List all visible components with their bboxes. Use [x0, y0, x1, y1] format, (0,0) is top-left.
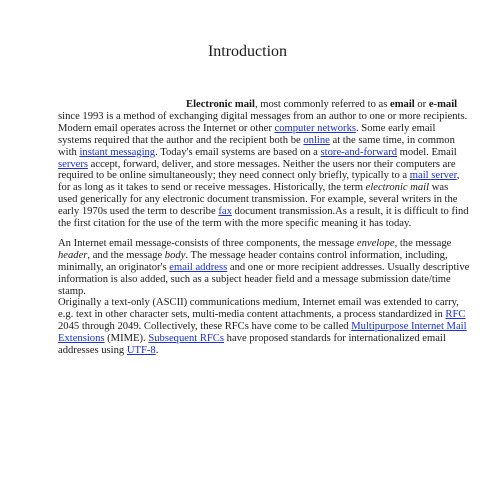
bold-term-e-mail: e-mail: [428, 99, 458, 110]
italic-term-envelope: envelope: [356, 238, 395, 249]
text-run: . Some early email systems required that the author and the recipient both be: [58, 122, 436, 146]
text-run: was used generically for any electronic document transmission. For example, several writers in the early 1970s used the term to describe: [58, 182, 458, 218]
text-run: , most commonly referred to as: [254, 99, 390, 110]
link-store-and-forward[interactable]: store-and-forward: [320, 146, 398, 158]
text-run: .: [155, 344, 159, 356]
text-run: . The message header contains control information, including, minimally, an originator's: [58, 249, 448, 273]
bold-term-email: email: [390, 99, 415, 110]
link-fax[interactable]: fax: [218, 206, 232, 218]
text-run: since 1993 is a method of exchanging digital messages from an author to one or more recipients. Modern email operates across the Internet or other: [58, 110, 468, 134]
text-run: . Today's email systems are based on a: [155, 146, 321, 158]
link-online[interactable]: online: [303, 134, 330, 146]
text-run: Originally a text-only (ASCII) communications medium, Internet email was extended to carry, e.g. text in other character sets, multi-media content attachments, a process standardized in: [58, 297, 459, 320]
text-run: , for as long as it takes to send or receive messages. Historically, the term: [58, 170, 460, 194]
text-run: , and the message: [87, 249, 165, 261]
text-run: , the message: [394, 238, 452, 249]
paragraph-message-components: [58, 238, 470, 298]
text-run: An Internet email message-consists of three components, the message: [58, 238, 357, 249]
text-run: have proposed standards for internationalized email addresses using: [58, 332, 446, 356]
text-run: or: [414, 99, 429, 110]
italic-term-electronic-mail: electronic mail: [365, 182, 430, 194]
link-subsequent-rfcs[interactable]: Subsequent RFCs: [148, 332, 224, 344]
link-email-address[interactable]: email address: [169, 261, 228, 273]
text-run: document transmission.As a result, it is difficult to find the first citation for the use of the term with the more specific meaning it has today.: [58, 206, 469, 230]
link-computer-networks[interactable]: computer networks: [274, 122, 356, 134]
text-run: accept, forward, deliver, and store messages. Neither the users nor their computers are required to be online simultaneously; they need connect only briefly, typically to a: [58, 158, 456, 182]
link-utf-8[interactable]: UTF-8: [126, 344, 156, 356]
text-run: at the same time, in common with: [58, 134, 455, 158]
italic-term-header: header: [58, 249, 88, 261]
text-run: model. Email: [397, 146, 457, 158]
link-servers[interactable]: servers: [58, 158, 89, 170]
page-title: Introduction: [207, 43, 288, 60]
link-rfc[interactable]: RFC: [445, 308, 466, 320]
link-multipurpose-internet-mail-extensions[interactable]: Multipurpose Internet Mail Extensions: [58, 320, 467, 344]
paragraph-email-definition: [58, 99, 470, 230]
link-instant-messaging[interactable]: instant messaging: [79, 146, 156, 158]
bold-term-electronic-mail: Electronic mail: [186, 99, 255, 110]
paragraph-mime: [58, 297, 470, 357]
text-run: (MIME).: [104, 332, 149, 344]
italic-term-body: body: [164, 249, 186, 261]
link-mail-server[interactable]: mail server: [409, 170, 457, 182]
text-run: 2045 through 2049. Collectively, these RFCs have come to be called: [58, 320, 352, 332]
text-run: and one or more recipient addresses. Usually descriptive information is also added, such as a subject header field and a message submission date/time stamp.: [58, 261, 470, 297]
